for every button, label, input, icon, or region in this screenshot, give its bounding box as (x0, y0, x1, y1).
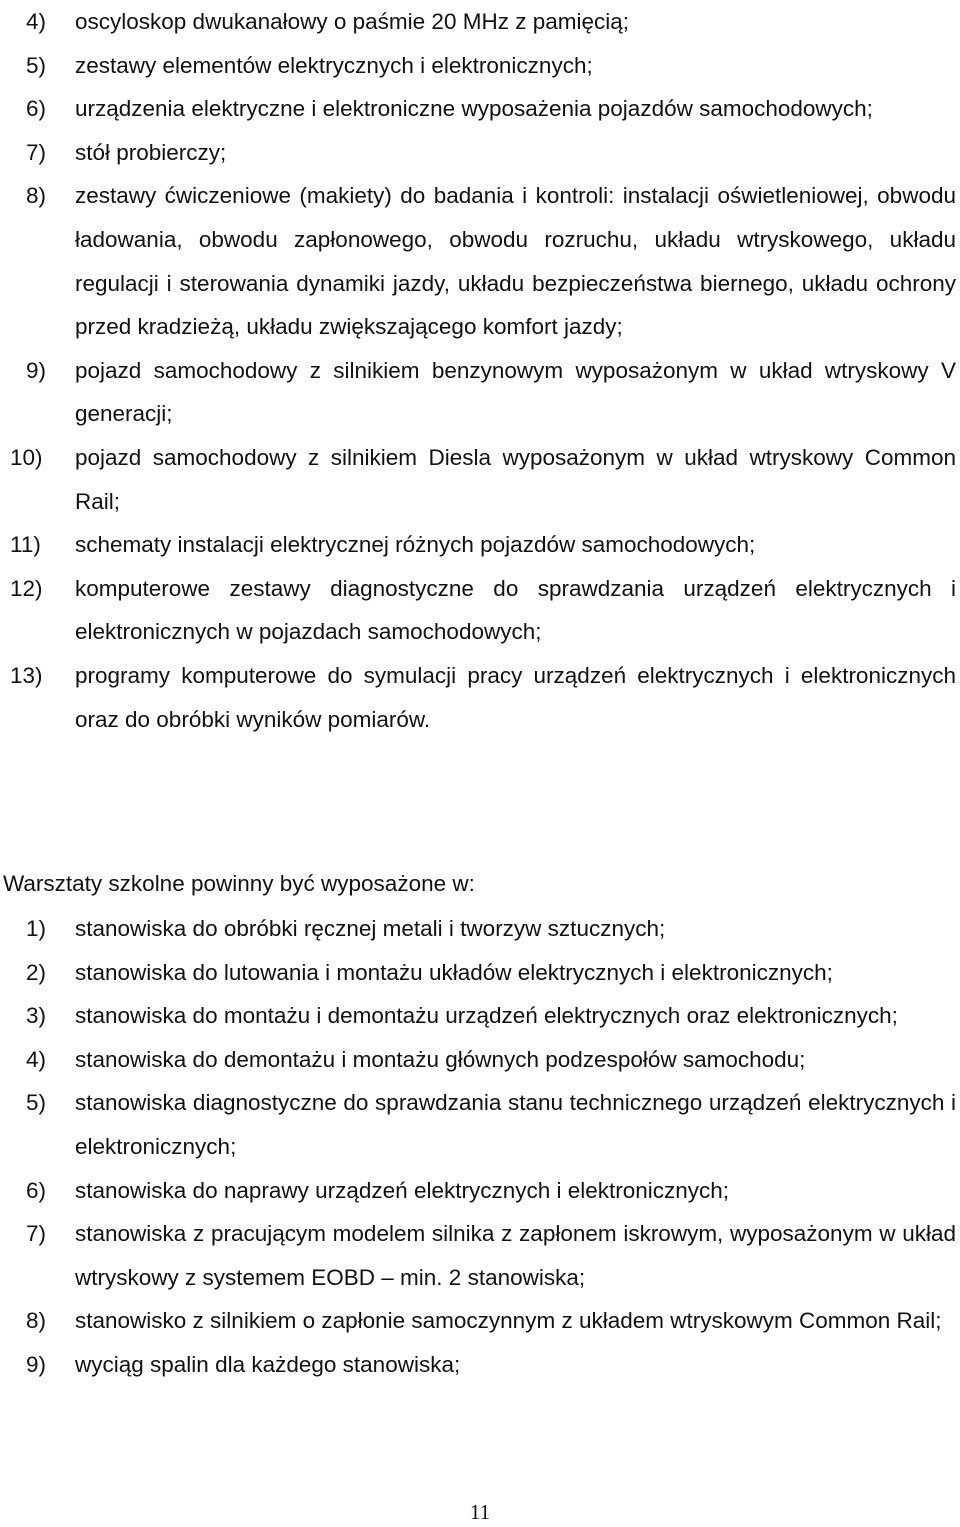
item-text: oscyloskop dwukanałowy o paśmie 20 MHz z pamięcią; (75, 9, 629, 34)
equipment-list (0, 0, 960, 741)
list-item (0, 436, 960, 523)
item-text: stanowiska diagnostyczne do sprawdzania stanu technicznego urządzeń elektrycznych i elektronicznych; (75, 1090, 956, 1159)
item-number: 12) (10, 575, 43, 601)
list-item (0, 1343, 960, 1387)
item-text: wyciąg spalin dla każdego stanowiska; (75, 1351, 461, 1377)
list-item (0, 1038, 960, 1082)
item-text: pojazd samochodowy z silnikiem Diesla wyposażonym w układ wtryskowy Common Rail; (75, 444, 956, 514)
item-number: 7) (26, 139, 47, 165)
item-number: 5) (26, 52, 47, 78)
list-item (0, 1212, 960, 1299)
list-item (0, 0, 960, 44)
item-number: 4) (26, 9, 47, 34)
item-number: 10) (10, 444, 43, 470)
item-text: zestawy ćwiczeniowe (makiety) do badania i kontroli: instalacji oświetleniowej, obwodu ładowania, obwodu zapłonowego, obwodu rozruchu, układu wtryskowego, układu regulacji i sterowania dynamiki jazdy, układu bezpieczeństwa biernego, układu ochrony przed kradzieżą, układu zwiększającego komfort jazdy; (75, 183, 956, 340)
list-item (0, 907, 960, 951)
item-text: stanowiska do montażu i demontażu urządzeń elektrycznych oraz elektronicznych; (75, 1003, 898, 1029)
item-number: 2) (26, 959, 47, 985)
item-number: 8) (26, 183, 47, 209)
item-text: programy komputerowe do symulacji pracy urządzeń elektrycznych i elektronicznych oraz do obróbki wyników pomiarów. (75, 662, 956, 732)
list-item (0, 131, 960, 175)
item-text: stół probierczy; (75, 139, 227, 165)
item-text: stanowiska z pracującym modelem silnika z zapłonem iskrowym, wyposażonym w układ wtryskowy z systemem EOBD – min. 2 stanowiska; (75, 1221, 956, 1290)
item-text: stanowiska do obróbki ręcznej metali i tworzyw sztucznych; (75, 916, 666, 941)
page-number: 11 (469, 1500, 491, 1524)
item-number: 8) (26, 1308, 47, 1334)
list-item (0, 349, 960, 436)
item-number: 1) (26, 916, 47, 941)
item-text: schematy instalacji elektrycznej różnych pojazdów samochodowych; (75, 532, 756, 558)
list-item (0, 654, 960, 741)
workshop-list (0, 907, 960, 1387)
list-item (0, 174, 960, 348)
list-item (0, 87, 960, 131)
list-item (0, 1081, 960, 1168)
list-item (0, 1169, 960, 1213)
list-item (0, 994, 960, 1038)
item-number: 3) (26, 1003, 47, 1029)
item-number: 5) (26, 1090, 47, 1116)
item-text: stanowisko z silnikiem o zapłonie samoczynnym z układem wtryskowym Common Rail; (75, 1308, 942, 1334)
item-number: 4) (26, 1046, 47, 1072)
list-item (0, 44, 960, 88)
item-number: 6) (26, 1177, 47, 1203)
item-number: 9) (26, 1351, 47, 1377)
item-text: urządzenia elektryczne i elektroniczne wyposażenia pojazdów samochodowych; (75, 96, 873, 122)
item-text: stanowiska do naprawy urządzeń elektrycznych i elektronicznych; (75, 1177, 730, 1203)
list-item (0, 523, 960, 567)
item-number: 11) (10, 532, 41, 558)
list-item (0, 567, 960, 654)
item-number: 6) (26, 96, 47, 122)
list-item (0, 1299, 960, 1343)
item-text: komputerowe zestawy diagnostyczne do sprawdzania urządzeń elektrycznych i elektronicznych w pojazdach samochodowych; (75, 575, 956, 645)
item-number: 13) (10, 662, 43, 688)
item-text: stanowiska do lutowania i montażu układów elektrycznych i elektronicznych; (75, 959, 833, 985)
list-item (0, 951, 960, 995)
item-number: 9) (26, 357, 47, 383)
item-text: pojazd samochodowy z silnikiem benzynowym wyposażonym w układ wtryskowy V generacji; (75, 357, 956, 427)
item-text: zestawy elementów elektrycznych i elektronicznych; (75, 52, 593, 78)
item-number: 7) (26, 1221, 47, 1247)
item-text: stanowiska do demontażu i montażu głównych podzespołów samochodu; (75, 1046, 806, 1072)
section-heading: Warsztaty szkolne powinny być wyposażone w: (3, 871, 475, 896)
